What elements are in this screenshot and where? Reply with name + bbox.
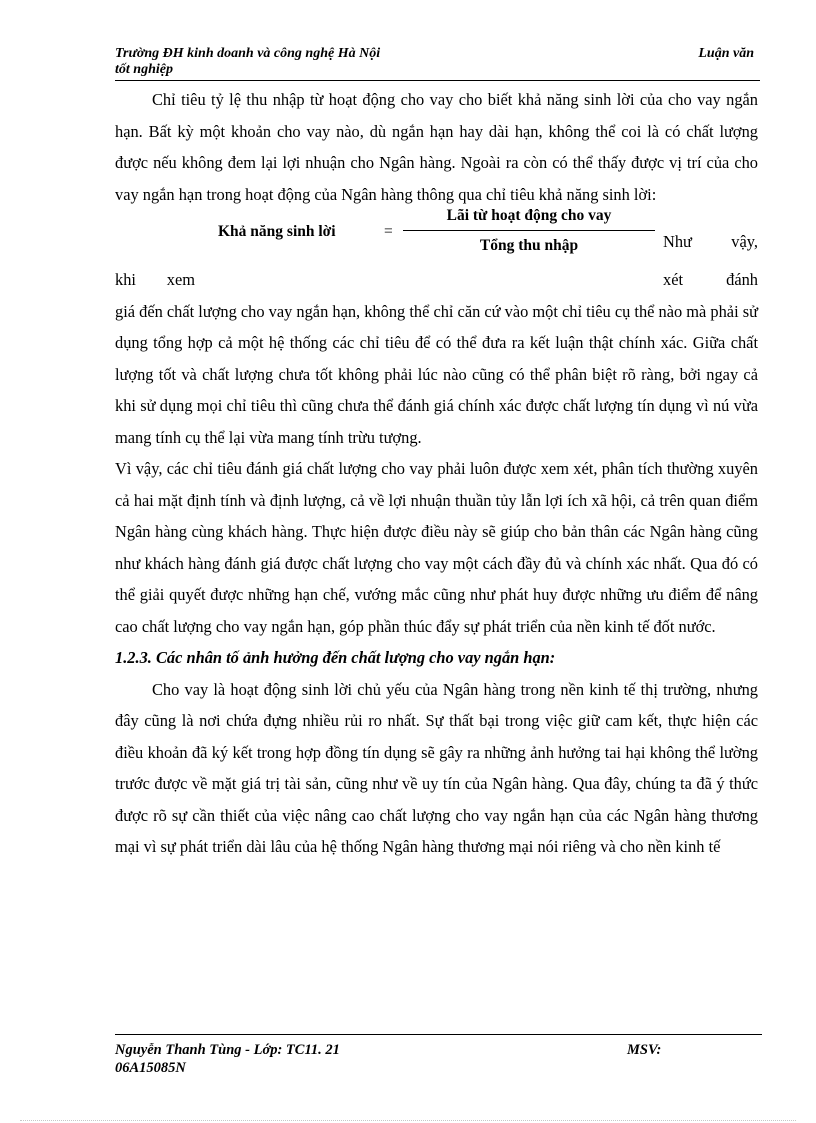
page-body: [115, 84, 758, 863]
formula-equals: =: [384, 223, 393, 240]
formula-numerator: Lãi từ hoạt động cho vay: [446, 207, 612, 224]
line-word: đánh: [726, 270, 758, 289]
line-word: khi: [115, 270, 136, 289]
paragraph-conclusion: Vì vậy, các chỉ tiêu đánh giá chất lượng cho vay phải luôn được xem xét, phân tích thường xuyên cả hai mặt định tính và định lượng, cả về lợi nhuận thuần tủy lẫn lợi ích xã hội, cả trên quan điểm Ngân hàng cùng khách hàng. Thực hiện được điều này sẽ giúp cho bản thân các Ngân hàng cũng như khách hàng đánh giá được chất lượng cho vay một cách đầy đủ và chính xác nhất. Qua đó có thể giải quyết được những hạn chế, vướng mắc cũng như phát huy được những ưu điểm để nâng cao chất lượng cho vay ngắn hạn, góp phần thúc đẩy sự phát triển của nền kinh tế đốt nước.: [115, 459, 758, 636]
formula-label: Khả năng sinh lời: [218, 223, 336, 240]
footer-author: Nguyễn Thanh Tùng - Lớp: TC11. 21: [115, 1042, 340, 1058]
profitability-formula: [115, 206, 758, 268]
footer-student-id: 06A15085N: [115, 1060, 186, 1076]
line-start-words: [115, 264, 195, 296]
line-word: xét: [663, 270, 684, 289]
page-footer: [115, 1034, 762, 1077]
trailing-word: Như: [663, 232, 692, 251]
line-word: xem: [166, 270, 195, 289]
paragraph-factors: Cho vay là hoạt động sinh lời chủ yếu của Ngân hàng trong nền kinh tế thị trường, nhưng đây cũng là nơi chứa đựng nhiều rủi ro nhất. Sự thất bại trong việc giữ cam kết, thực hiện các điều khoản đã ký kết trong hợp đồng tín dụng sẽ gây ra những ảnh hưởng tai hại không thể lường trước được về mặt giá trị tài sản, cũng như về uy tín của Ngân hàng. Qua đây, chúng ta đã ý thức được rõ sự cần thiết của việc nâng cao chất lượng cho vay ngắn hạn của các Ngân hàng thương mại vì sự phát triển dài lâu của hệ thống Ngân hàng thương mại nói riêng và cho nền kinh tế: [115, 679, 758, 856]
formula-trailing-text: [663, 232, 758, 252]
header-school: Trường ĐH kinh doanh và công nghệ Hà Nội: [115, 46, 381, 61]
header-continuation: tốt nghiệp: [115, 62, 173, 77]
page-edge-divider: [20, 1120, 796, 1121]
header-thesis-label: Luận văn: [698, 46, 754, 61]
paragraph-profitability-intro: Chỉ tiêu tỷ lệ thu nhập từ hoạt động cho vay cho biết khả năng sinh lời của cho vay ngắn hạn. Bất kỳ một khoản cho vay nào, dù ngắn hạn hay dài hạn, không thể coi là có chất lượng được nếu không đem lại lợi nhuận cho Ngân hàng. Ngoài ra còn có thể thấy được vị trí của cho vay ngắn hạn trong hoạt động của Ngân hàng thông qua chỉ tiêu khả năng sinh lời:: [115, 90, 758, 204]
line-end-words: [663, 264, 758, 296]
formula-denominator: Tổng thu nhập: [479, 237, 579, 254]
paragraph-evaluation: giá đến chất lượng cho vay ngắn hạn, không thể chỉ căn cứ vào một chỉ tiêu cụ thể nào mà phải sử dụng tổng hợp cả một hệ thống các chỉ tiêu để có thể đưa ra kết luận thật chính xác. Giữa chất lượng tốt và chất lượng chưa tốt không phải lúc nào cũng có thể phân biệt rõ ràng, bởi ngay cả khi sử dụng mọi chỉ tiêu thì cũng chưa thể đánh giá chính xác được chất lượng tín dụng vì nú vừa mang tính cụ thể lại vừa mang tính trừu tượng.: [115, 301, 758, 447]
justified-broken-line: [115, 264, 758, 296]
section-heading-1-2-3: 1.2.3. Các nhân tố ảnh hưởng đến chất lượng cho vay ngắn hạn:: [115, 648, 556, 667]
formula-fraction-bar: [403, 230, 655, 231]
trailing-word: vậy,: [731, 232, 758, 251]
page-header: [115, 46, 760, 81]
footer-msv-label: MSV:: [627, 1042, 662, 1058]
